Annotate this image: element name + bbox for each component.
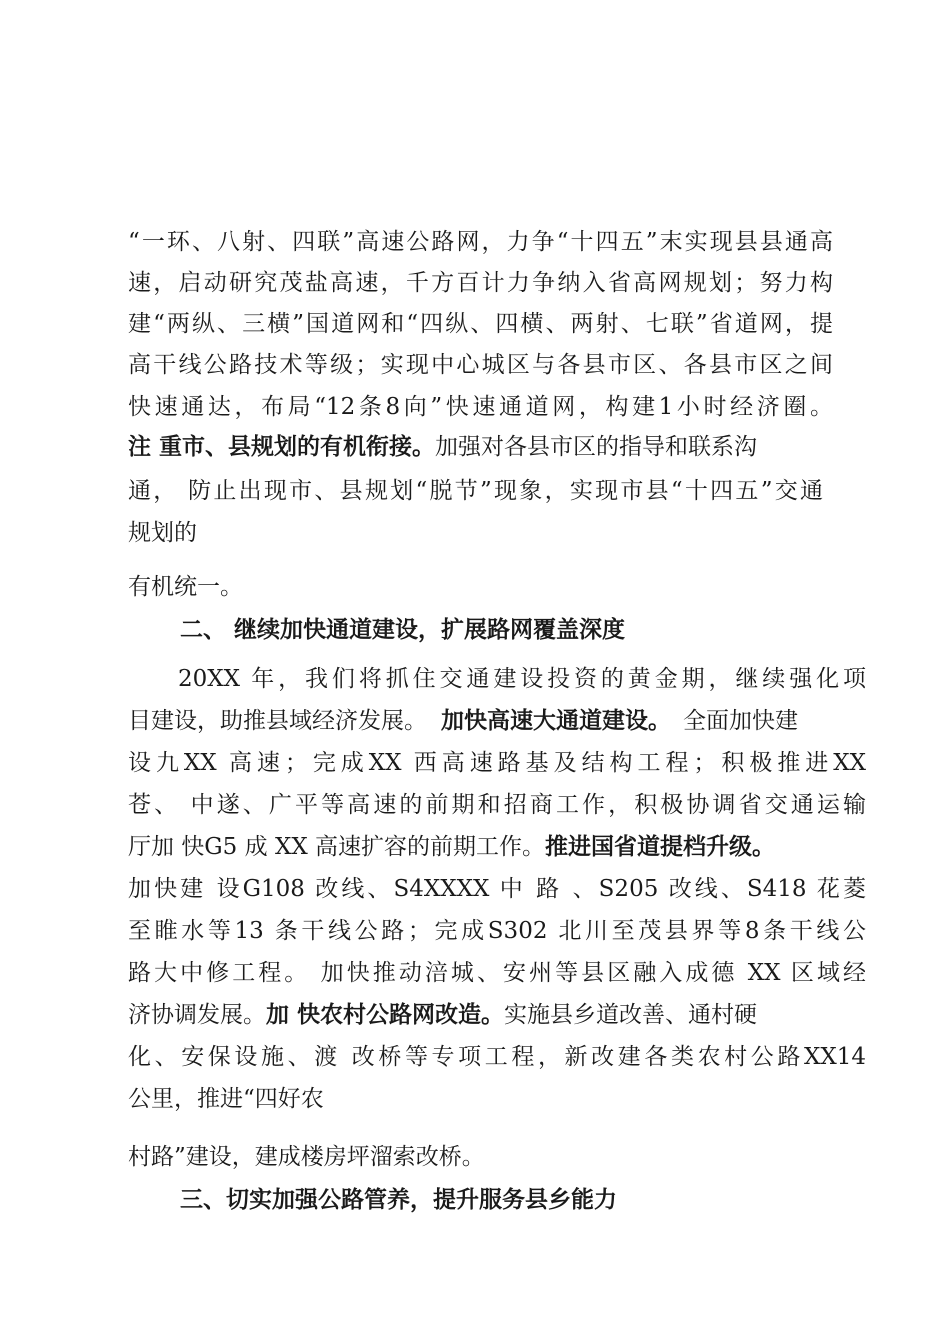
text-line: 化、安保设施、渡 改桥等专项工程，新改建各类农村公路XX14 — [128, 1044, 866, 1070]
text-line — [128, 706, 866, 736]
text-span: 目建设，助推县域经济发展。 — [128, 708, 427, 734]
text-line: 至睢水等13 条干线公路；完成S302 北川至茂县界等8条干线公 — [128, 918, 866, 944]
text-line: 苍、 中遂、广平等高速的前期和招商工作，积极协调省交通运输 — [128, 792, 866, 818]
text-line — [128, 432, 833, 462]
text-line: 20XX 年，我们将抓住交通建设投资的黄金期，继续强化项 — [178, 666, 866, 692]
text-line: 规划的 — [128, 520, 197, 546]
text-line: 加快建 设G108 改线、S4XXXX 中 路 、S205 改线、S418 花菱 — [128, 876, 866, 902]
emphasis-text: 加 快农村公路网改造。 — [266, 1002, 505, 1028]
text-line: 设九XX 高速；完成XX 西高速路基及结构工程；积极推进XX — [128, 750, 866, 776]
text-line — [128, 832, 866, 862]
text-line: 村路”建设，建成楼房坪溜索改桥。 — [128, 1144, 485, 1170]
emphasis-text: 推进国省道提档升级。 — [545, 834, 775, 860]
text-line: 有机统一。 — [128, 574, 243, 600]
text-span: 济协调发展。 — [128, 1002, 266, 1028]
text-line: 建“两纵、三横”国道网和“四纵、四横、两射、七联”省道网，提 — [128, 311, 833, 337]
section-heading: 二、 继续加快通道建设，扩展路网覆盖深度 — [180, 617, 626, 643]
text-span: 加强对各县市区的指导和联系沟 — [435, 434, 758, 460]
text-line: 高干线公路技术等级；实现中心城区与各县市区、各县市区之间 — [128, 352, 833, 378]
text-line: “一环、八射、四联”高速公路网，力争“十四五”末实现县县通高 — [128, 229, 833, 255]
emphasis-text: 注 重市、县规划的有机衔接。 — [128, 434, 436, 460]
text-line: 公里，推进“四好农 — [128, 1086, 324, 1112]
text-line: 速，启动研究茂盐高速，千方百计力争纳入省高网规划；努力构 — [128, 270, 833, 296]
emphasis-text: 加快高速大通道建设。 — [441, 708, 671, 734]
text-line: 路大中修工程。 加快推动涪城、安州等县区融入成德 XX 区域经 — [128, 960, 866, 986]
text-line: 通， 防止出现市、县规划“脱节”现象，实现市县“十四五”交通 — [128, 478, 823, 504]
text-span: 实施县乡道改善、通村硬 — [504, 1002, 758, 1028]
text-span: 厅加 快G5 成 XX 高速扩容的前期工作。 — [128, 834, 545, 860]
text-span: 全面加快建 — [683, 708, 798, 734]
section-heading: 三、切实加强公路管养，提升服务县乡能力 — [180, 1187, 617, 1213]
text-line: 快速通达，布局“12条8向”快速通道网，构建1小时经济圈。 — [128, 394, 833, 420]
text-line — [128, 1000, 866, 1030]
